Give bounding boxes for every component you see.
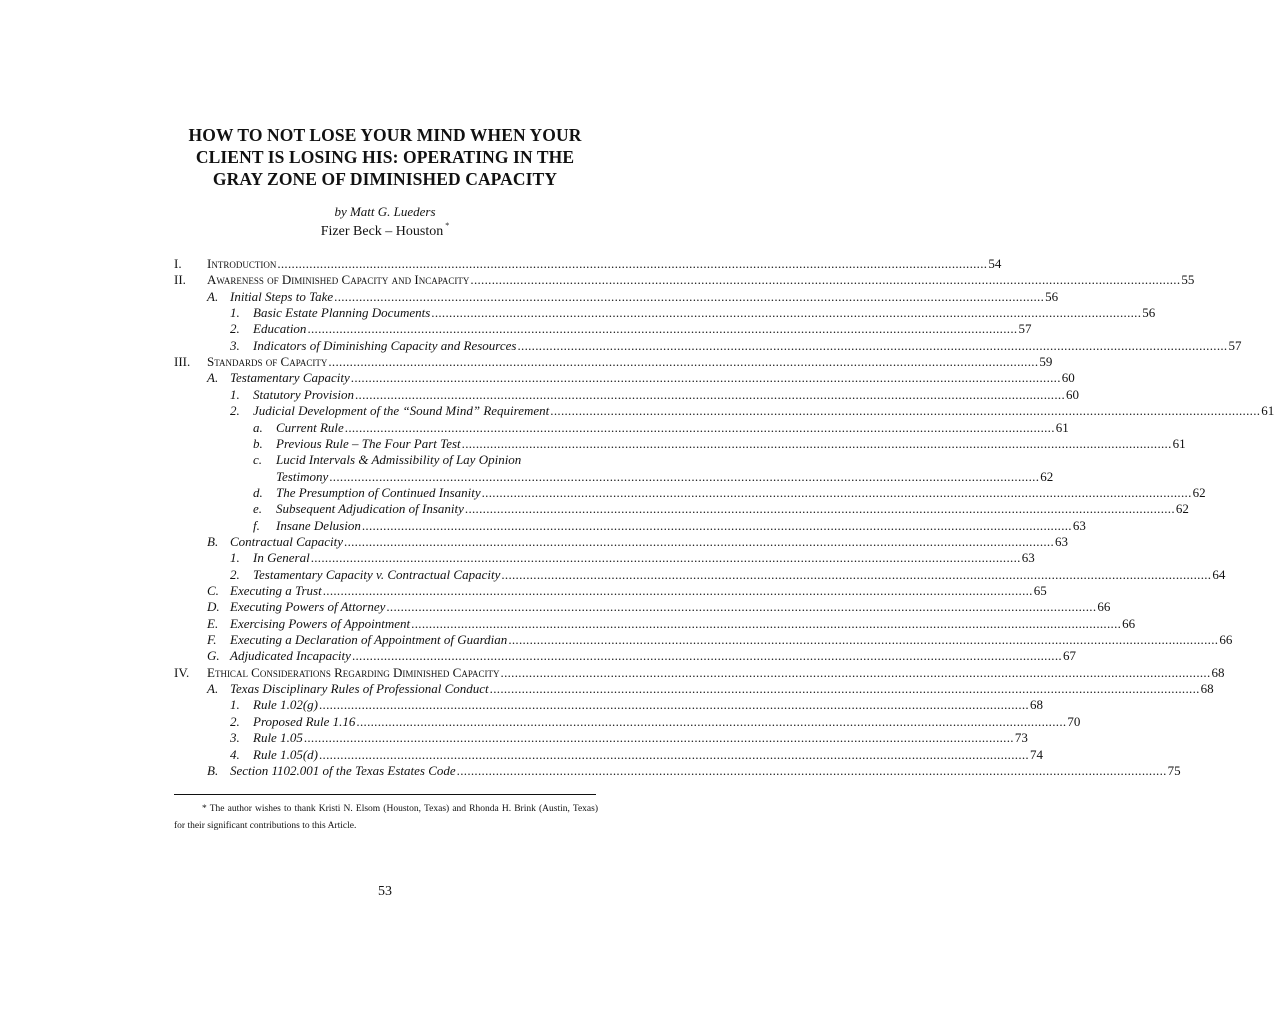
toc-item-number: 1. xyxy=(230,550,240,565)
toc-leader-dots: ........................................................................................................................................................................................................ xyxy=(361,518,1072,533)
toc-page-number: 55 xyxy=(1181,272,1195,287)
toc-page-number: 61 xyxy=(1055,420,1069,435)
toc-entry xyxy=(230,714,1081,730)
toc-leader-dots: ........................................................................................................................................................................................................ xyxy=(500,665,1211,680)
toc-label: Ethical Considerations Regarding Diminished Capacity xyxy=(207,665,500,680)
toc-leader-dots: ........................................................................................................................................................................................................ xyxy=(470,272,1181,287)
toc-page-number: 62 xyxy=(1175,501,1189,516)
toc-label: Subsequent Adjudication of Insanity xyxy=(276,501,464,516)
toc-leader-dots: ........................................................................................................................................................................................................ xyxy=(344,420,1055,435)
toc-entry xyxy=(230,567,1226,583)
toc-page-number: 63 xyxy=(1055,534,1069,549)
toc-leader-dots: ........................................................................................................................................................................................................ xyxy=(322,583,1033,598)
toc-leader-dots: ........................................................................................................................................................................................................ xyxy=(411,616,1122,631)
toc-entry xyxy=(207,763,1181,779)
toc-label: Testamentary Capacity v. Contractual Capacity xyxy=(253,567,501,582)
toc-entry xyxy=(174,354,1053,370)
toc-label: Basic Estate Planning Documents xyxy=(253,305,431,320)
toc-label: Introduction xyxy=(207,256,277,271)
toc-entry xyxy=(207,583,1047,599)
toc-item-number: d. xyxy=(253,485,263,500)
toc-entry xyxy=(207,616,1136,632)
toc-entry xyxy=(207,681,1214,697)
toc-page-number: 61 xyxy=(1172,436,1186,451)
toc-entry xyxy=(174,272,1195,288)
article-title xyxy=(150,124,620,190)
footnote-marker: * xyxy=(445,221,450,230)
toc-page-number: 57 xyxy=(1018,321,1032,336)
toc-leader-dots: ........................................................................................................................................................................................................ xyxy=(356,714,1067,729)
author-byline: by Matt G. Lueders xyxy=(334,204,436,219)
toc-leader-dots: ........................................................................................................................................................................................................ xyxy=(481,485,1192,500)
toc-page-number: 73 xyxy=(1014,730,1028,745)
footnote-divider xyxy=(174,794,596,795)
toc-page-number: 65 xyxy=(1033,583,1047,598)
toc-page-number: 70 xyxy=(1067,714,1081,729)
toc-label: Lucid Intervals & Admissibility of Lay Opinion xyxy=(276,452,522,467)
toc-label: Executing a Trust xyxy=(230,583,322,598)
toc-leader-dots: ........................................................................................................................................................................................................ xyxy=(517,338,1228,353)
toc-item-number: 2. xyxy=(230,567,240,582)
toc-item-number: G. xyxy=(207,648,220,663)
toc-item-number: 4. xyxy=(230,747,240,762)
toc-entry xyxy=(253,436,1186,452)
toc-entry xyxy=(230,747,1043,763)
toc-label: The Presumption of Continued Insanity xyxy=(276,485,481,500)
toc-label: Rule 1.05(d) xyxy=(253,747,318,762)
toc-entry xyxy=(276,469,1054,485)
toc-label: Executing a Declaration of Appointment of Guardian xyxy=(230,632,508,647)
toc-entry xyxy=(207,289,1059,305)
toc-leader-dots: ........................................................................................................................................................................................................ xyxy=(303,730,1014,745)
toc-leader-dots: ........................................................................................................................................................................................................ xyxy=(318,697,1029,712)
toc-entry xyxy=(207,648,1076,664)
toc-leader-dots: ........................................................................................................................................................................................................ xyxy=(351,648,1062,663)
toc-label: Rule 1.05 xyxy=(253,730,303,745)
toc-item-number: F. xyxy=(207,632,217,647)
toc-page-number: 61 xyxy=(1261,403,1274,418)
toc-page-number: 74 xyxy=(1029,747,1043,762)
toc-item-number: 2. xyxy=(230,321,240,336)
toc-roman-numeral: II. xyxy=(174,272,186,287)
toc-leader-dots: ........................................................................................................................................................................................................ xyxy=(307,321,1018,336)
toc-page-number: 66 xyxy=(1122,616,1136,631)
toc-leader-dots: ........................................................................................................................................................................................................ xyxy=(550,403,1261,418)
toc-label: Current Rule xyxy=(276,420,344,435)
toc-entry xyxy=(230,321,1032,337)
toc-label: Exercising Powers of Appointment xyxy=(230,616,411,631)
toc-entry xyxy=(174,665,1225,681)
toc-leader-dots: ........................................................................................................................................................................................................ xyxy=(328,354,1039,369)
toc-page-number: 62 xyxy=(1192,485,1206,500)
toc-leader-dots: ........................................................................................................................................................................................................ xyxy=(277,256,988,271)
toc-item-number: 2. xyxy=(230,714,240,729)
toc-roman-numeral: I. xyxy=(174,256,182,271)
toc-label: Testamentary Capacity xyxy=(230,370,350,385)
toc-leader-dots: ........................................................................................................................................................................................................ xyxy=(350,370,1061,385)
footnote-text: * The author wishes to thank Kristi N. Elsom (Houston, Texas) and Rhonda H. Brink (Austin, Texas) for their significant contributions to this Article. xyxy=(174,804,598,831)
toc-leader-dots: ........................................................................................................................................................................................................ xyxy=(508,632,1219,647)
author-affiliation xyxy=(150,221,620,240)
toc-label: Statutory Provision xyxy=(253,387,354,402)
toc-page-number: 67 xyxy=(1062,648,1076,663)
toc-page-number: 75 xyxy=(1167,763,1181,778)
toc-item-number: B. xyxy=(207,763,219,778)
toc-entry xyxy=(230,550,1035,566)
toc-item-number: E. xyxy=(207,616,219,631)
toc-leader-dots: ........................................................................................................................................................................................................ xyxy=(355,387,1065,402)
toc-item-number: A. xyxy=(207,289,219,304)
toc-item-number: 3. xyxy=(230,730,240,745)
toc-page-number: 62 xyxy=(1040,469,1054,484)
toc-leader-dots: ........................................................................................................................................................................................................ xyxy=(329,469,1040,484)
toc-page-number: 56 xyxy=(1045,289,1059,304)
toc-page-number: 64 xyxy=(1212,567,1226,582)
toc-label: Testimony xyxy=(276,469,329,484)
toc-entry xyxy=(207,632,1233,648)
toc-leader-dots: ........................................................................................................................................................................................................ xyxy=(386,599,1097,614)
toc-label: Contractual Capacity xyxy=(230,534,344,549)
toc-label: Section 1102.001 of the Texas Estates Code xyxy=(230,763,456,778)
toc-page-number: 66 xyxy=(1219,632,1233,647)
toc-page-number: 57 xyxy=(1228,338,1242,353)
toc-item-number: 3. xyxy=(230,338,240,353)
toc-label: Texas Disciplinary Rules of Professional Conduct xyxy=(230,681,489,696)
toc-entry xyxy=(253,420,1069,436)
toc-label: Adjudicated Incapacity xyxy=(230,648,351,663)
toc-page-number: 56 xyxy=(1142,305,1156,320)
toc-label: Standards of Capacity xyxy=(207,354,328,369)
toc-leader-dots: ........................................................................................................................................................................................................ xyxy=(318,747,1029,762)
toc-item-number: b. xyxy=(253,436,263,451)
toc-entry xyxy=(207,534,1069,550)
toc-leader-dots: ........................................................................................................................................................................................................ xyxy=(334,289,1045,304)
toc-leader-dots: ........................................................................................................................................................................................................ xyxy=(489,681,1200,696)
toc-leader-dots: ........................................................................................................................................................................................................ xyxy=(344,534,1055,549)
affiliation-text: Fizer Beck – Houston xyxy=(320,224,444,239)
toc-leader-dots: ........................................................................................................................................................................................................ xyxy=(464,501,1175,516)
toc-page-number: 59 xyxy=(1039,354,1053,369)
page-number: 53 xyxy=(378,884,392,899)
toc-item-number: C. xyxy=(207,583,219,598)
toc-leader-dots: ........................................................................................................................................................................................................ xyxy=(310,550,1021,565)
toc-label: Executing Powers of Attorney xyxy=(230,599,386,614)
toc-label: In General xyxy=(253,550,310,565)
toc-label: Initial Steps to Take xyxy=(230,289,334,304)
toc-leader-dots: ........................................................................................................................................................................................................ xyxy=(461,436,1172,451)
toc-page-number: 63 xyxy=(1021,550,1035,565)
toc-entry xyxy=(230,697,1043,713)
toc-item-number: 2. xyxy=(230,403,240,418)
toc-item-number: e. xyxy=(253,501,263,516)
toc-page-number: 63 xyxy=(1072,518,1086,533)
toc-page-number: 60 xyxy=(1066,387,1079,402)
toc-entry xyxy=(174,256,1002,272)
toc-item-number: 1. xyxy=(230,387,240,402)
toc-entry xyxy=(230,305,1156,321)
title-line: GRAY ZONE OF DIMINISHED CAPACITY xyxy=(212,169,558,189)
toc-entry xyxy=(230,403,1274,419)
toc-label: Awareness of Diminished Capacity and Incapacity xyxy=(207,272,470,287)
toc-item-number: 1. xyxy=(230,697,240,712)
footnote xyxy=(174,801,598,835)
toc-label: Insane Delusion xyxy=(276,518,361,533)
toc-label: Education xyxy=(253,321,307,336)
toc-page-number: 66 xyxy=(1097,599,1111,614)
toc-entry xyxy=(230,387,1079,403)
toc-item-number: f. xyxy=(253,518,260,533)
toc-entry xyxy=(207,599,1111,615)
toc-page-number: 68 xyxy=(1029,697,1043,712)
toc-page-number: 68 xyxy=(1200,681,1214,696)
toc-item-number: D. xyxy=(207,599,220,614)
toc-label: Proposed Rule 1.16 xyxy=(253,714,356,729)
toc-entry xyxy=(253,452,597,468)
toc-item-number: c. xyxy=(253,452,263,467)
toc-roman-numeral: III. xyxy=(174,354,191,369)
toc-entry xyxy=(230,338,1242,354)
toc-leader-dots: ........................................................................................................................................................................................................ xyxy=(431,305,1142,320)
toc-item-number: B. xyxy=(207,534,219,549)
toc-page-number: 68 xyxy=(1211,665,1225,680)
title-line: HOW TO NOT LOSE YOUR MIND WHEN YOUR xyxy=(188,125,582,145)
toc-page-number: 60 xyxy=(1061,370,1075,385)
toc-label: Rule 1.02(g) xyxy=(253,697,318,712)
toc-leader-dots: ........................................................................................................................................................................................................ xyxy=(501,567,1212,582)
toc-roman-numeral: IV. xyxy=(174,665,190,680)
toc-item-number: A. xyxy=(207,370,219,385)
toc-item-number: a. xyxy=(253,420,263,435)
title-line: CLIENT IS LOSING HIS: OPERATING IN THE xyxy=(195,147,575,167)
toc-label: Judicial Development of the “Sound Mind” Requirement xyxy=(253,403,550,418)
toc-entry xyxy=(253,518,1086,534)
toc-entry xyxy=(207,370,1075,386)
toc-entry xyxy=(230,730,1028,746)
toc-label: Previous Rule – The Four Part Test xyxy=(276,436,461,451)
toc-item-number: 1. xyxy=(230,305,240,320)
toc-leader-dots: ........................................................................................................................................................................................................ xyxy=(456,763,1167,778)
toc-item-number: A. xyxy=(207,681,219,696)
toc-entry xyxy=(253,501,1189,517)
toc-page-number: 54 xyxy=(988,256,1002,271)
toc-entry xyxy=(253,485,1206,501)
toc-label: Indicators of Diminishing Capacity and Resources xyxy=(253,338,517,353)
